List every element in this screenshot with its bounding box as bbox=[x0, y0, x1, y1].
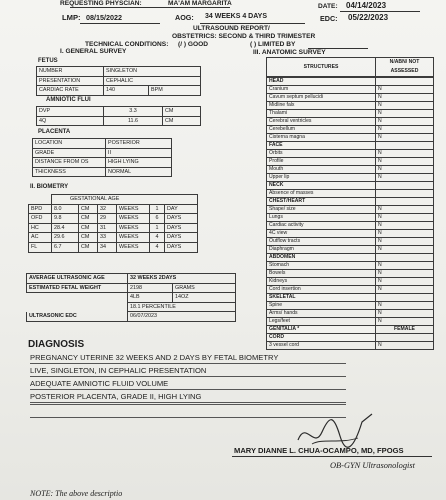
table-row bbox=[267, 214, 434, 222]
anatomy-structure: 4C view bbox=[267, 230, 376, 238]
anatomy-category: CORD bbox=[267, 334, 376, 342]
anatomy-structure: Stomach bbox=[267, 262, 376, 270]
table-row bbox=[27, 293, 236, 303]
anatomic-survey-heading: III. ANATOMIC SURVEY bbox=[253, 49, 326, 56]
biometry-value: 29.6 bbox=[52, 233, 79, 243]
anatomy-category: SKELETAL bbox=[267, 294, 376, 302]
table-row bbox=[27, 274, 236, 284]
fetus-heading: FETUS bbox=[38, 58, 58, 64]
placenta-label: THICKNESS bbox=[33, 167, 106, 177]
biometry-days-label: DAYS bbox=[165, 233, 198, 243]
anatomy-status: N bbox=[376, 342, 434, 350]
table-row bbox=[29, 204, 198, 214]
fetus-label: CARDIAC RATE bbox=[37, 86, 104, 96]
table-row bbox=[267, 78, 434, 86]
table-row bbox=[267, 246, 434, 254]
biometry-weeks-label: WEEKS bbox=[117, 233, 150, 243]
table-row bbox=[267, 110, 434, 118]
table-row bbox=[267, 58, 434, 77]
table-row bbox=[267, 134, 434, 142]
summary-blank bbox=[27, 293, 128, 303]
anatomy-structure: Shape/ size bbox=[267, 206, 376, 214]
amniotic-label: DVP bbox=[37, 107, 104, 117]
table-row bbox=[267, 310, 434, 318]
anatomy-status: N bbox=[376, 86, 434, 94]
biometry-weeks-label: WEEKS bbox=[117, 223, 150, 233]
anatomy-structure: Profile bbox=[267, 158, 376, 166]
anatomy-structure: Cavum septum pellucidi bbox=[267, 94, 376, 102]
ultrasonic-edc-value: 06/07/2023 bbox=[128, 312, 236, 322]
biometry-value: 8.0 bbox=[52, 204, 79, 214]
gestational-age-header: GESTATIONAL AGE bbox=[52, 195, 198, 205]
anatomy-structure: Cardiac activity bbox=[267, 222, 376, 230]
table-row bbox=[267, 150, 434, 158]
table-row bbox=[267, 222, 434, 230]
anatomy-table bbox=[266, 57, 434, 77]
efw-grams: 2198 bbox=[128, 283, 173, 293]
table-row bbox=[267, 182, 434, 190]
table-row bbox=[267, 86, 434, 94]
table-row bbox=[37, 67, 201, 77]
anatomy-status: N bbox=[376, 270, 434, 278]
lmp-value: 08/15/2022 bbox=[86, 13, 122, 22]
anatomy-structure: Absence of masses bbox=[267, 190, 376, 198]
lmp-underline bbox=[80, 23, 160, 24]
biometry-value: 9.8 bbox=[52, 214, 79, 224]
biometry-days: 6 bbox=[150, 214, 165, 224]
table-row bbox=[267, 318, 434, 326]
table-row bbox=[27, 283, 236, 293]
amniotic-unit: CM bbox=[163, 107, 201, 117]
anatomy-status: N bbox=[376, 238, 434, 246]
anatomy-body bbox=[266, 77, 434, 350]
table-row bbox=[33, 139, 172, 149]
report-subtitle: OBSTETRICS: SECOND & THIRD TRIMESTER bbox=[172, 33, 316, 40]
fetus-unit: BPM bbox=[149, 86, 201, 96]
efw-grams-unit: GRAMS bbox=[173, 283, 236, 293]
table-row bbox=[29, 223, 198, 233]
anatomy-status: N bbox=[376, 110, 434, 118]
biometry-unit: CM bbox=[79, 204, 98, 214]
table-row bbox=[267, 334, 434, 342]
anatomy-status: N bbox=[376, 286, 434, 294]
biometry-unit: CM bbox=[79, 214, 98, 224]
requesting-physician-value: MA'AM MARGARITA bbox=[168, 0, 232, 7]
anatomy-status: N bbox=[376, 246, 434, 254]
biometry-name: BPD bbox=[29, 204, 52, 214]
general-survey-heading: I. GENERAL SURVEY bbox=[60, 48, 127, 55]
anatomy-structure: Cord insertion bbox=[267, 286, 376, 294]
anatomy-status bbox=[376, 294, 434, 302]
anatomy-status bbox=[376, 142, 434, 150]
table-row bbox=[29, 242, 198, 252]
biometry-days: 1 bbox=[150, 204, 165, 214]
anatomy-structure: Orbits bbox=[267, 150, 376, 158]
biometry-table bbox=[28, 194, 198, 253]
diagnosis-line-1: PREGNANCY UTERINE 32 WEEKS AND 2 DAYS BY FETAL BIOMETRY bbox=[30, 352, 346, 364]
anatomy-structures-header: STRUCTURES bbox=[267, 58, 376, 77]
anatomy-structure: Mouth bbox=[267, 166, 376, 174]
placenta-label: DISTANCE FROM OS bbox=[33, 158, 106, 168]
table-row bbox=[267, 206, 434, 214]
efw-label: ESTIMATED FETAL WEIGHT bbox=[27, 283, 128, 293]
table-row bbox=[267, 254, 434, 262]
table-row bbox=[29, 233, 198, 243]
edc-label: EDC: bbox=[320, 14, 338, 23]
anatomy-status: N bbox=[376, 102, 434, 110]
report-title: ULTRASOUND REPORT/ bbox=[193, 25, 270, 32]
placenta-heading: PLACENTA bbox=[38, 129, 71, 135]
table-row bbox=[29, 214, 198, 224]
anatomy-category: FACE bbox=[267, 142, 376, 150]
header-underline bbox=[70, 7, 230, 8]
table-row bbox=[37, 107, 201, 117]
average-age-value: 32 WEEKS 2DAYS bbox=[128, 274, 236, 284]
biometry-value: 6.7 bbox=[52, 242, 79, 252]
fetus-label: PRESENTATION bbox=[37, 76, 104, 86]
biometry-days-label: DAYS bbox=[165, 214, 198, 224]
aog-label: AOG: bbox=[175, 13, 194, 22]
table-row bbox=[267, 142, 434, 150]
anatomy-structure: Cisterna magna bbox=[267, 134, 376, 142]
biometry-corner bbox=[29, 195, 52, 205]
table-row bbox=[37, 86, 201, 96]
table-row bbox=[267, 198, 434, 206]
anatomy-structure: Cerebellum bbox=[267, 126, 376, 134]
biometry-name: HC bbox=[29, 223, 52, 233]
table-row bbox=[27, 312, 236, 322]
table-row bbox=[267, 190, 434, 198]
biometry-days: 1 bbox=[150, 223, 165, 233]
aog-underline bbox=[200, 23, 305, 24]
table-row bbox=[33, 158, 172, 168]
table-row bbox=[27, 302, 236, 312]
date-value: 04/14/2023 bbox=[346, 1, 387, 10]
anatomy-status: N bbox=[376, 230, 434, 238]
anatomy-status: N bbox=[376, 222, 434, 230]
anatomy-structure: Cranium bbox=[267, 86, 376, 94]
biometry-weeks: 29 bbox=[98, 214, 117, 224]
biometry-name: AC bbox=[29, 233, 52, 243]
summary-blank bbox=[27, 302, 128, 312]
diagnosis-line-2: LIVE, SINGLETON, IN CEPHALIC PRESENTATION bbox=[30, 365, 346, 377]
fetus-label: NUMBER bbox=[37, 67, 104, 77]
table-row bbox=[267, 94, 434, 102]
biometry-weeks: 34 bbox=[98, 242, 117, 252]
table-row bbox=[33, 148, 172, 158]
average-age-label: AVERAGE ULTRASONIC AGE bbox=[27, 274, 128, 284]
anatomy-status: N bbox=[376, 158, 434, 166]
doctor-title: OB-GYN Ultrasonologist bbox=[330, 461, 415, 470]
anatomy-structure: Bowels bbox=[267, 270, 376, 278]
fetus-table bbox=[36, 66, 201, 96]
anatomy-status: N bbox=[376, 166, 434, 174]
table-row bbox=[267, 326, 434, 334]
ultrasonic-edc-label: ULTRASONIC EDC bbox=[27, 312, 128, 322]
anatomy-status: N bbox=[376, 206, 434, 214]
anatomy-status: N bbox=[376, 174, 434, 182]
date-label: DATE: bbox=[318, 3, 338, 10]
diagnosis-heading: DIAGNOSIS bbox=[28, 339, 85, 350]
placenta-value: POSTERIOR bbox=[106, 139, 172, 149]
summary-table bbox=[26, 273, 236, 322]
anatomy-status: N bbox=[376, 94, 434, 102]
biometry-unit: CM bbox=[79, 223, 98, 233]
anatomy-category: CHEST/HEART bbox=[267, 198, 376, 206]
biometry-name: FL bbox=[29, 242, 52, 252]
edc-value: 05/22/2023 bbox=[348, 13, 389, 22]
anatomy-status: N bbox=[376, 126, 434, 134]
table-row bbox=[267, 302, 434, 310]
biometry-name: OFD bbox=[29, 214, 52, 224]
biometry-days: 4 bbox=[150, 233, 165, 243]
biometry-weeks: 32 bbox=[98, 204, 117, 214]
table-row bbox=[267, 174, 434, 182]
technical-conditions-label: TECHNICAL CONDITIONS: bbox=[85, 41, 169, 48]
biometry-weeks: 33 bbox=[98, 233, 117, 243]
efw-oz: 14OZ bbox=[173, 293, 236, 303]
anatomy-status: FEMALE bbox=[376, 326, 434, 334]
biometry-weeks: 31 bbox=[98, 223, 117, 233]
placenta-value: II bbox=[106, 148, 172, 158]
anatomy-status bbox=[376, 182, 434, 190]
requesting-physician-label: REQUESTING PHYSCIAN: bbox=[60, 0, 142, 7]
anatomy-status bbox=[376, 334, 434, 342]
fetus-value: 140 bbox=[104, 86, 149, 96]
amniotic-label: 4Q bbox=[37, 116, 104, 126]
table-row bbox=[267, 286, 434, 294]
anatomy-category: ABDOMEN bbox=[267, 254, 376, 262]
anatomy-structure: Midline falx bbox=[267, 102, 376, 110]
footer-note: NOTE: The above descriptio bbox=[30, 489, 123, 498]
biometry-days-label: DAYS bbox=[165, 242, 198, 252]
amniotic-value: 11.6 bbox=[104, 116, 163, 126]
anatomy-status bbox=[376, 198, 434, 206]
table-row bbox=[267, 278, 434, 286]
table-row bbox=[33, 167, 172, 177]
anatomy-status: N bbox=[376, 118, 434, 126]
anatomy-status bbox=[376, 254, 434, 262]
anatomy-status: N bbox=[376, 310, 434, 318]
biometry-weeks-label: WEEKS bbox=[117, 214, 150, 224]
anatomy-status bbox=[376, 190, 434, 198]
table-row bbox=[267, 126, 434, 134]
anatomy-status-header: N/ABN/ NOT ASSESSED bbox=[376, 58, 434, 77]
table-row bbox=[37, 116, 201, 126]
technical-good: (/ ) GOOD bbox=[178, 41, 209, 48]
anatomy-category: GENITALIA * bbox=[267, 326, 376, 334]
biometry-value: 28.4 bbox=[52, 223, 79, 233]
biometry-days-label: DAY bbox=[165, 204, 198, 214]
anatomy-structure: Cerebral ventricles bbox=[267, 118, 376, 126]
biometry-weeks-label: WEEKS bbox=[117, 242, 150, 252]
diagnosis-line-3: ADEQUATE AMNIOTIC FLUID VOLUME bbox=[30, 378, 346, 390]
diagnosis-line-4: POSTERIOR PLACENTA, GRADE II, HIGH LYING bbox=[30, 391, 346, 403]
biometry-unit: CM bbox=[79, 233, 98, 243]
anatomy-structure: Legs/feet bbox=[267, 318, 376, 326]
anatomy-category: HEAD bbox=[267, 78, 376, 86]
table-row bbox=[267, 262, 434, 270]
table-row bbox=[267, 118, 434, 126]
anatomy-structure: Arms/ hands bbox=[267, 310, 376, 318]
doctor-name: MARY DIANNE L. CHUA-OCAMPO, MD, FPOGS bbox=[234, 446, 404, 455]
table-row bbox=[267, 294, 434, 302]
anatomy-category: NECK bbox=[267, 182, 376, 190]
amniotic-heading: AMNIOTIC FLUI bbox=[46, 97, 91, 103]
biometry-unit: CM bbox=[79, 242, 98, 252]
fetus-value: SINGLETON bbox=[104, 67, 201, 77]
anatomy-status: N bbox=[376, 134, 434, 142]
technical-limited: ( ) LIMITED BY bbox=[250, 41, 296, 48]
table-row bbox=[267, 102, 434, 110]
placenta-value: HIGH LYING bbox=[106, 158, 172, 168]
table-row bbox=[267, 230, 434, 238]
efw-percentile: 18.1 PERCENTILE bbox=[128, 302, 236, 312]
anatomy-status: N bbox=[376, 318, 434, 326]
date-underline bbox=[340, 11, 420, 12]
amniotic-unit: CM bbox=[163, 116, 201, 126]
amniotic-table bbox=[36, 106, 201, 126]
biometry-days-label: DAYS bbox=[165, 223, 198, 233]
signature-underline bbox=[232, 456, 432, 457]
table-row bbox=[29, 195, 198, 205]
anatomy-structure: Diaphragm bbox=[267, 246, 376, 254]
placenta-label: GRADE bbox=[33, 148, 106, 158]
anatomy-structure: Thalami bbox=[267, 110, 376, 118]
biometry-days: 4 bbox=[150, 242, 165, 252]
anatomy-structure: Kidneys bbox=[267, 278, 376, 286]
aog-value: 34 WEEKS 4 DAYS bbox=[205, 13, 267, 20]
anatomy-structure: Spine bbox=[267, 302, 376, 310]
placenta-table bbox=[32, 138, 172, 177]
table-row bbox=[37, 76, 201, 86]
table-row bbox=[267, 158, 434, 166]
lmp-label: LMP: bbox=[62, 13, 81, 22]
efw-lb: 4LB bbox=[128, 293, 173, 303]
anatomy-status: N bbox=[376, 150, 434, 158]
fetus-value: CEPHALIC bbox=[104, 76, 201, 86]
biometry-weeks-label: WEEKS bbox=[117, 204, 150, 214]
table-row bbox=[267, 270, 434, 278]
placenta-label: LOCATION bbox=[33, 139, 106, 149]
anatomy-status: N bbox=[376, 262, 434, 270]
diagnosis-line-blank bbox=[30, 404, 346, 405]
anatomy-structure: Lungs bbox=[267, 214, 376, 222]
anatomy-status: N bbox=[376, 302, 434, 310]
placenta-value: NORMAL bbox=[106, 167, 172, 177]
amniotic-value: 3.3 bbox=[104, 107, 163, 117]
anatomy-structure: Upper lip bbox=[267, 174, 376, 182]
biometry-heading: II. BIOMETRY bbox=[30, 184, 69, 190]
anatomy-status: N bbox=[376, 278, 434, 286]
anatomy-structure: 3 vessel cord bbox=[267, 342, 376, 350]
anatomy-structure: Outflow tracts bbox=[267, 238, 376, 246]
anatomy-status bbox=[376, 78, 434, 86]
table-row bbox=[267, 166, 434, 174]
table-row bbox=[267, 238, 434, 246]
table-row bbox=[267, 342, 434, 350]
anatomy-status: N bbox=[376, 214, 434, 222]
